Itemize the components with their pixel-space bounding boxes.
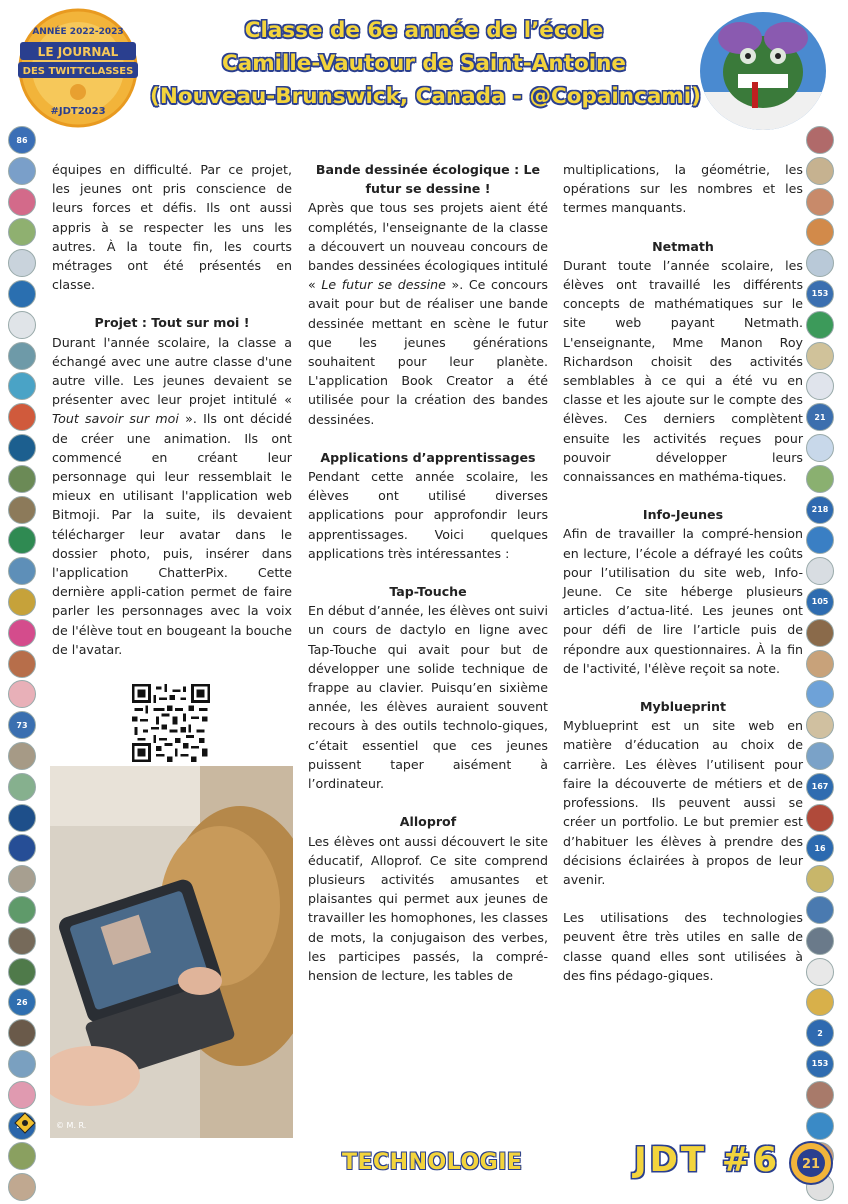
twittclass-avatar-icon: [8, 773, 36, 801]
qr-code[interactable]: [132, 684, 210, 762]
paragraph: Afin de travailler la compré-hension en lecture, l’école a défrayé les coûts pour l’utilisation du site web, Info-Jeune. Ce site héberge plusieurs articles d’actua-lité. Les jeunes ont pour défi de lire l’article puis de répondre aux questionnaires. À la fin de l'activité, l'élève reçoit sa note.: [563, 526, 803, 676]
journal-badge-logo: [14, 8, 142, 130]
twittclass-avatar-icon: [806, 157, 834, 185]
caution-sign-icon: [14, 1112, 36, 1134]
issue-number: JDT #6: [634, 1140, 781, 1180]
twittclass-avatar-icon: [8, 465, 36, 493]
twittclass-avatar-icon: 21: [806, 403, 834, 431]
twittclass-avatar-icon: [8, 434, 36, 462]
paragraph: Les utilisations des technologies peuvent être très utiles en salle de classe quand elles sont utilisées à des fins pédago-giques.: [563, 910, 803, 983]
badge-hashtag: #JDT2023: [50, 106, 106, 117]
twittclass-avatar-icon: [806, 342, 834, 370]
twittclass-avatar-icon: [8, 588, 36, 616]
twittclass-avatar-icon: 86: [8, 126, 36, 154]
section-heading: Alloprof: [399, 814, 457, 830]
paragraph: Myblueprint est un site web en matière d’éducation au choix de carrière. Les élèves l’utilisent pour faire la découverte de métiers et de professions. Ils peuvent aussi se créer un portfolio. Le but premier est d’habituer les élèves à prendre des décisions éclairées à propos de leur avenir.: [563, 718, 803, 887]
twittclass-avatar-icon: [806, 249, 834, 277]
section-heading: Projet : Tout sur moi !: [94, 315, 250, 331]
twittclass-avatar-icon: [8, 557, 36, 585]
paragraph: Durant toute l’année scolaire, les élèves ont travaillé les différents concepts de mathématiques sur le site web payant Netmath. L'enseignante, Mme Manon Roy Richardson choisit des activités semblables à ce qui a été vu en classe et les ajoute sur le compte des élèves. Ces derniers complètent ensuite les activités reçues pour pouvoir développer leurs connaissances en mathéma-tiques.: [563, 257, 803, 485]
twittclass-avatar-icon: [8, 249, 36, 277]
twittclass-avatar-icon: [806, 988, 834, 1016]
twittclass-avatar-icon: [806, 927, 834, 955]
twittclass-avatar-icon: [8, 1050, 36, 1078]
section-heading: Netmath: [652, 238, 714, 254]
paragraph: Durant l'année scolaire, la classe a échangé avec une autre classe d'une autre ville. Les jeunes devaient se présenter avec leur projet intitulé « Tout savoir sur moi ». Ils ont décidé de créer une animation. Ils ont commencé en créant leur personnage qui leur ressemblait le mieux en utilisant l'application web Bitmoji. Par la suite, ils devaient télécharger leur avatar dans le dossier photo, puis, insérer dans l'application ChatterPix. Cette dernière appli-cation permet de faire parler les personnages avec la voix de l'élève tout en bougeant la bouche de l'avatar.: [52, 334, 292, 657]
photo-illustration: [50, 766, 293, 1138]
twittclass-avatar-icon: 26: [8, 988, 36, 1016]
twittclass-avatar-icon: 153: [806, 1050, 834, 1078]
twittclass-avatar-icon: [806, 680, 834, 708]
twittclass-avatar-icon: [8, 1142, 36, 1170]
twittclass-avatar-icon: [8, 280, 36, 308]
column-2: [308, 160, 548, 985]
twittclass-avatar-icon: [806, 1112, 834, 1140]
title-line-3: (Nouveau-Brunswick, Canada - @Copaincami): [150, 84, 701, 109]
twittclass-avatar-icon: [8, 218, 36, 246]
twittclass-avatar-icon: [8, 680, 36, 708]
twittclass-avatar-icon: [806, 804, 834, 832]
twittclass-avatar-icon: [806, 958, 834, 986]
twittclass-avatar-icon: [8, 342, 36, 370]
twittclass-avatar-icon: 16: [806, 834, 834, 862]
paragraph: équipes en difficulté. Par ce projet, les jeunes ont pris conscience de leurs forces et défis. Ils ont aussi appris à se respecter les uns les autres. À la toute fin, les courts métrages ont été présentés en classe.: [52, 162, 292, 293]
column-1: [52, 160, 292, 659]
paragraph: En début d’année, les élèves ont suivi un cours de dactylo en ligne avec Tap-Touche qui avait pour but de développer une solide technique de frappe au clavier. Puisqu’en sixième année, les élèves auraient souvent recours à des outils technolo-giques, c’était essentiel que ces jeunes puissent taper aisément à l’ordinateur.: [308, 603, 548, 792]
twittclass-avatar-icon: [806, 557, 834, 585]
twittclass-avatar-icon: [806, 188, 834, 216]
twittclass-avatar-icon: [8, 865, 36, 893]
paragraph: Après que tous ses projets aient été complétés, l'enseignante de la classe a découvert un nouveau concours de bandes dessinées écologiques intitulé « Le futur se dessine ». Ce concours avait pour but de réaliser une bande dessinée mettant en scène le futur que les jeunes générations souhaitent pour leur planète. L'application Book Creator a été utilisée pour la création des bandes dessinées.: [308, 200, 548, 427]
twittclass-avatar-icon: [806, 311, 834, 339]
badge-line2: DES TWITTCLASSES: [22, 66, 134, 77]
twittclass-avatar-icon: 167: [806, 773, 834, 801]
twittclass-avatar-icon: [8, 958, 36, 986]
twittclass-avatar-icon: [8, 157, 36, 185]
twittclass-avatar-icon: [806, 650, 834, 678]
twittclass-avatar-icon: 218: [806, 496, 834, 524]
title-line-1: Classe de 6e année de l’école: [244, 18, 604, 43]
paragraph: Pendant cette année scolaire, les élèves ont utilisé diverses applications pour approfondir leurs apprentissages. Voici quelques applications très intéressantes :: [308, 469, 548, 561]
section-heading: Applications d’apprentissages: [320, 449, 536, 465]
twittclass-avatar-icon: [8, 650, 36, 678]
twittclass-avatar-icon: [806, 465, 834, 493]
twittclass-avatar-icon: [8, 1081, 36, 1109]
paragraph: multiplications, la géométrie, les opérations sur les nombres et les termes manquants.: [563, 162, 803, 216]
twittclass-avatar-icon: [806, 434, 834, 462]
badge-line1: LE JOURNAL: [37, 45, 119, 59]
twittclass-avatar-icon: [8, 619, 36, 647]
twittclass-avatar-icon: [806, 896, 834, 924]
twittclass-avatar-icon: [806, 865, 834, 893]
twittclass-avatar-icon: [8, 372, 36, 400]
twittclass-avatar-icon: [8, 927, 36, 955]
twittclass-avatar-icon: [806, 526, 834, 554]
twittclass-avatar-icon: 73: [8, 711, 36, 739]
twittclass-avatar-icon: 2: [806, 1019, 834, 1047]
twittclass-avatar-icon: [8, 1019, 36, 1047]
twittclass-avatar-icon: [8, 804, 36, 832]
twittclass-avatar-icon: [806, 1081, 834, 1109]
twittclass-avatar-icon: [8, 526, 36, 554]
twittclass-avatar-icon: [8, 1173, 36, 1201]
twittclass-avatar-icon: [806, 372, 834, 400]
seal-number: 21: [801, 1157, 821, 1172]
section-heading: Info-Jeunes: [642, 507, 724, 523]
page-title: [150, 14, 701, 113]
seal-icon: [788, 1140, 834, 1186]
twittclass-avatar-icon: [806, 126, 834, 154]
section-label: TECHNOLOGIE: [342, 1150, 523, 1175]
twittclass-avatar-icon: [8, 896, 36, 924]
title-line-2: Camille-Vautour de Saint-Antoine: [221, 51, 627, 76]
section-heading: Bande dessinée écologique : Le futur se dessine !: [315, 162, 541, 197]
twittclass-avatar-icon: [8, 311, 36, 339]
twittclass-avatar-icon: [806, 218, 834, 246]
column-3: [563, 160, 803, 985]
twittclass-avatar-icon: [806, 742, 834, 770]
photo-credit: © M. R.: [56, 1121, 87, 1130]
section-heading: Tap-Touche: [389, 584, 467, 600]
section-heading: Myblueprint: [639, 699, 727, 715]
twittclass-avatar-icon: 153: [806, 280, 834, 308]
twittclass-avatar-icon: [8, 742, 36, 770]
twittclass-avatar-icon: [8, 496, 36, 524]
twittclass-avatar-icon: 105: [806, 588, 834, 616]
twittclass-avatar-icon: [806, 619, 834, 647]
twittclass-avatar-icon: [8, 403, 36, 431]
twittclass-avatar-icon: [8, 188, 36, 216]
badge-year: ANNÉE 2022-2023: [32, 27, 124, 37]
paragraph: Les élèves ont aussi découvert le site éducatif, Alloprof. Ce site comprend plusieurs activités amusantes et plaisantes qui permet aux jeunes de travailler les homophones, les classes de mots, la conjugaison des verbes, les participes passés, la compré-hension de lecture, les tables de: [308, 833, 548, 983]
twittclass-avatar-icon: [8, 834, 36, 862]
left-icon-column: [8, 126, 38, 1204]
mascot-image: [700, 12, 826, 130]
twittclass-avatar-icon: [806, 711, 834, 739]
right-icon-column: [806, 126, 836, 1204]
student-tablet-photo: [50, 766, 293, 1138]
